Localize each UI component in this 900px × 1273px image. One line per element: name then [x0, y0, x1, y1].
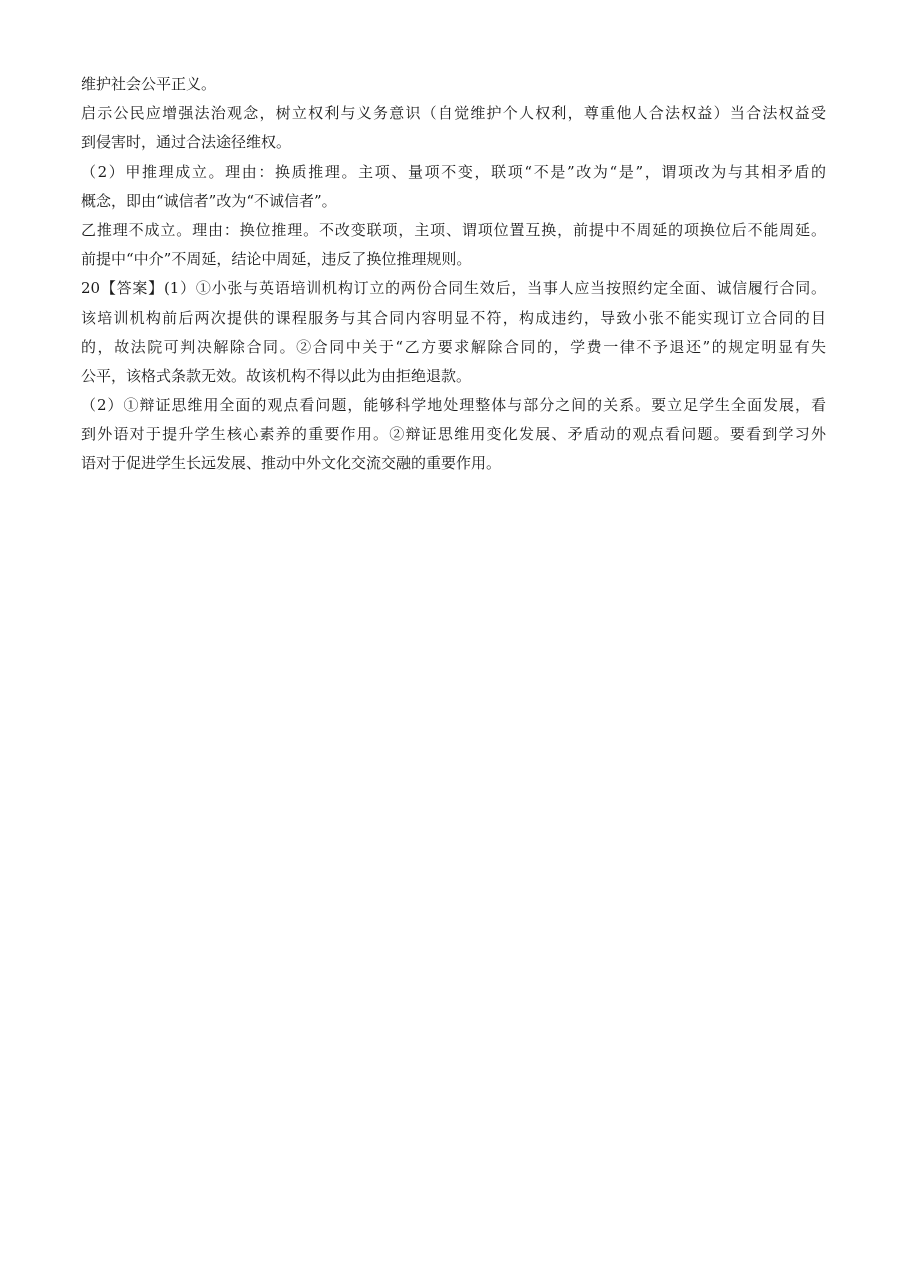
- text-line: 乙推理不成立。理由：换位推理。不改变联项，主项、谓项位置互换，前提中不周延的项换位后不能周延。: [81, 220, 826, 239]
- text-line: 公平，该格式条款无效。故该机构不得以此为由拒绝退款。: [81, 366, 472, 385]
- answer-text-block: [81, 70, 826, 479]
- text-line: 该培训机构前后两次提供的课程服务与其合同内容明显不符，构成违约，导致小张不能实现订立合同的目: [81, 308, 826, 327]
- text-line: 到侵害时，通过合法途径维权。: [81, 133, 292, 152]
- text-line: （2）甲推理成立。理由：换质推理。主项、量项不变，联项“不是”改为“是”，谓项改为与其相矛盾的: [81, 162, 826, 181]
- text-line: 维护社会公平正义。: [81, 75, 217, 93]
- text-line: 20【答案】(1）①小张与英语培训机构订立的两份合同生效后，当事人应当按照约定全面、诚信履行合同。: [81, 279, 826, 298]
- text-line: 语对于促进学生长远发展、推动中外文化交流交融的重要作用。: [81, 454, 502, 473]
- text-line: 到外语对于提升学生核心素养的重要作用。②辩证思维用变化发展、矛盾动的观点看问题。要看到学习外: [81, 425, 826, 444]
- text-line: 的，故法院可判决解除合同。②合同中关于“乙方要求解除合同的，学费一律不予退还”的规定明显有失: [81, 337, 826, 356]
- text-line: 概念，即由“诚信者”改为“不诚信者”。: [81, 191, 337, 210]
- text-line: （2）①辩证思维用全面的观点看问题，能够科学地处理整体与部分之间的关系。要立足学生全面发展，看: [81, 396, 826, 415]
- text-line: 启示公民应增强法治观念，树立权利与义务意识（自觉维护个人权利，尊重他人合法权益）当合法权益受: [81, 104, 826, 123]
- text-line: 前提中“中介”不周延，结论中周延，违反了换位推理规则。: [81, 250, 472, 269]
